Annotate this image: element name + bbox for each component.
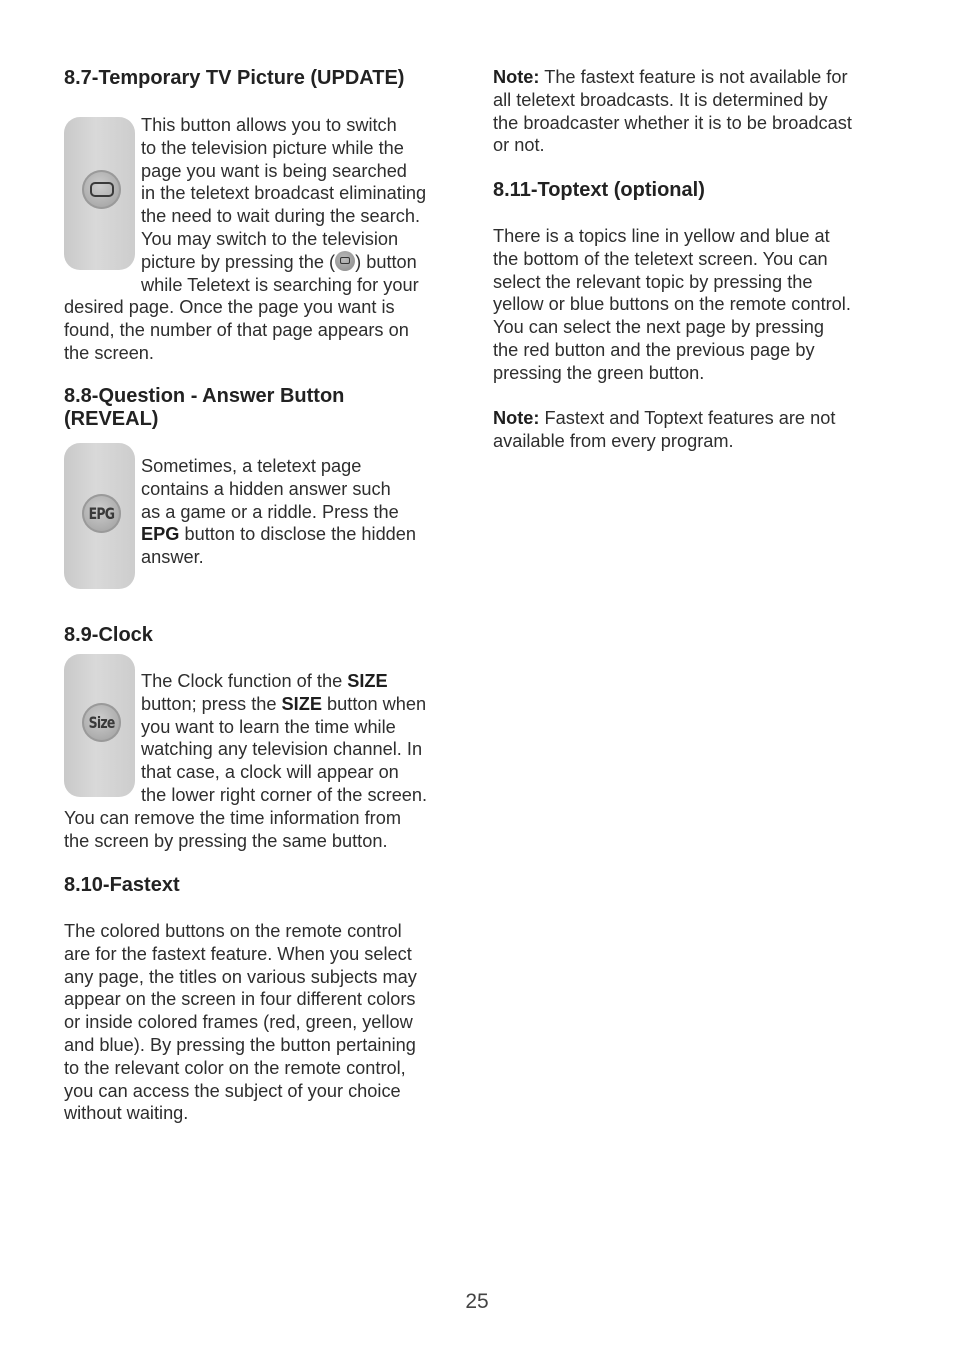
text-line: watching any television channel. In (141, 739, 423, 760)
text-line (141, 670, 471, 693)
text-line: without waiting. (64, 1103, 189, 1124)
text-line: desired page. Once the page you want is (64, 297, 395, 317)
text-bold: SIZE (281, 693, 322, 714)
text-line: or not. (493, 135, 545, 156)
text-line: the screen by pressing the same button. (64, 830, 388, 851)
text-line: yellow or blue buttons on the remote control. (493, 294, 851, 315)
text-line: This button allows you to switch (141, 115, 397, 135)
text-segment: button to disclose the hidden (179, 524, 417, 545)
text-segment: button when (321, 693, 427, 714)
text-line (141, 251, 471, 274)
text-line: pressing the green button. (493, 362, 705, 383)
text-line: the lower right corner of the screen. (141, 784, 428, 805)
text-line: while Teletext is searching for your (141, 274, 419, 295)
text-line: You can select the next page by pressing (493, 317, 824, 338)
text-line: you can access the subject of your choice (64, 1080, 401, 1101)
text-bold: SIZE (347, 671, 388, 691)
text-line: you want to learn the time while (141, 716, 396, 737)
section-title-line: (REVEAL) (64, 408, 159, 430)
page-number: 25 (465, 1290, 489, 1313)
text-line: You may switch to the television (141, 228, 399, 249)
text-line (493, 407, 898, 430)
text-segment: The Clock function of the (141, 671, 348, 691)
section-8-7-body-beside (141, 114, 471, 296)
text-line: the broadcaster whether it is to be broadcast (493, 112, 852, 133)
section-8-8-body (141, 455, 471, 569)
text-segment: ) button (355, 251, 417, 272)
text-line: available from every program. (493, 430, 734, 451)
size-button-image (82, 703, 121, 742)
text-line: page you want is being searched (141, 160, 407, 181)
text-line: the red button and the previous page by (493, 339, 815, 360)
section-8-11-title: 8.11-Toptext (optional) (493, 179, 705, 201)
note-toptext (493, 407, 898, 453)
section-8-9-title: 8.9-Clock (64, 624, 153, 646)
text-line: appear on the screen in four different colors (64, 989, 416, 1010)
remote-illustration-epg (64, 443, 135, 589)
section-8-10-body (64, 920, 464, 1125)
epg-button-label: EPG (88, 504, 115, 523)
note-fastext (493, 66, 898, 157)
text-line: the bottom of the teletext screen. You can (493, 248, 828, 269)
text-line: all teletext broadcasts. It is determined by (493, 89, 828, 110)
text-line: You can remove the time information from (64, 808, 401, 828)
text-segment: button; press the (141, 693, 282, 714)
text-line (141, 693, 471, 716)
text-line: contains a hidden answer such (141, 478, 391, 499)
section-8-11-body (493, 225, 898, 385)
size-button-label: Size (88, 713, 115, 732)
note-label: Note: (493, 408, 540, 428)
remote-illustration-update (64, 117, 135, 270)
text-line: are for the fastext feature. When you select (64, 943, 412, 964)
text-line: found, the number of that page appears on (64, 319, 409, 340)
note-label: Note: (493, 67, 540, 87)
text-segment: picture by pressing the ( (141, 251, 336, 272)
section-8-9-body-below (64, 807, 464, 853)
text-line: the screen. (64, 342, 154, 363)
text-line: and blue). By pressing the button pertaining (64, 1034, 416, 1055)
text-line: as a game or a riddle. Press the (141, 501, 399, 522)
text-line: answer. (141, 547, 204, 568)
section-8-9-body-beside (141, 670, 471, 807)
section-8-7-title: 8.7-Temporary TV Picture (UPDATE) (64, 67, 405, 89)
text-line: or inside colored frames (red, green, yellow (64, 1012, 413, 1033)
text-line: to the relevant color on the remote control, (64, 1057, 406, 1078)
tv-icon (335, 251, 355, 271)
section-8-8-title (64, 385, 464, 431)
text-line: select the relevant topic by pressing the (493, 271, 813, 292)
text-line: in the teletext broadcast eliminating (141, 183, 427, 204)
text-segment: The fastext feature is not available for (539, 67, 848, 87)
section-title-line: 8.8-Question - Answer Button (64, 385, 345, 407)
section-8-7-body-below (64, 296, 464, 364)
text-line: to the television picture while the (141, 137, 404, 158)
tv-icon (90, 182, 114, 197)
text-line: any page, the titles on various subjects may (64, 966, 417, 987)
section-8-10-title: 8.10-Fastext (64, 874, 180, 896)
remote-illustration-size (64, 654, 135, 797)
update-button-image (82, 170, 121, 209)
text-line: The colored buttons on the remote control (64, 921, 402, 941)
text-line (141, 523, 471, 546)
epg-button-image (82, 494, 121, 533)
text-line: Sometimes, a teletext page (141, 456, 362, 476)
text-line: There is a topics line in yellow and blue at (493, 226, 830, 246)
text-bold: EPG (141, 524, 180, 545)
text-line: the need to wait during the search. (141, 206, 421, 227)
text-segment: Fastext and Toptext features are not (539, 408, 836, 428)
text-line: that case, a clock will appear on (141, 762, 399, 783)
text-line (493, 66, 898, 89)
